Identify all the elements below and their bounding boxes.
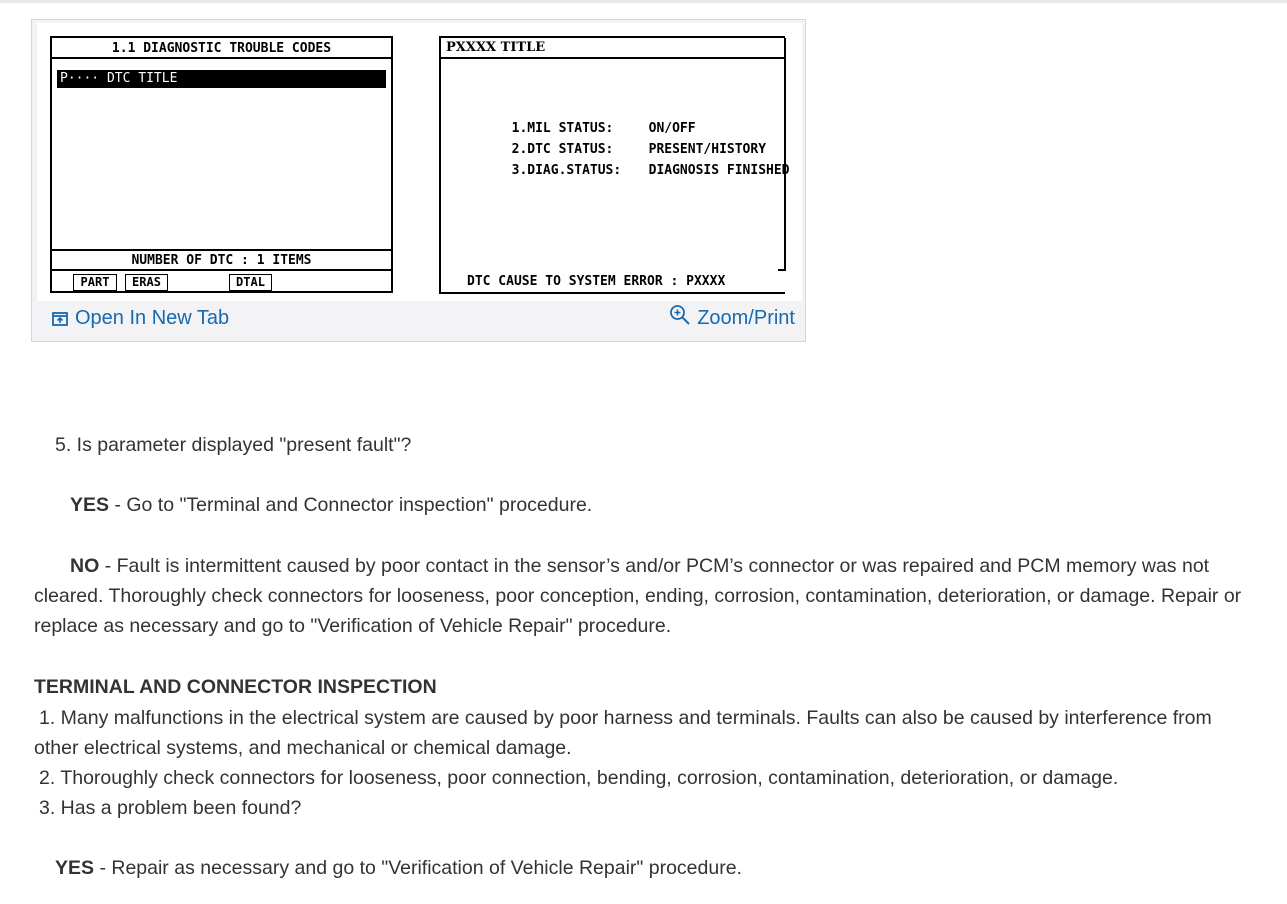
top-divider [0, 0, 1287, 3]
yes-label: YES [55, 857, 95, 879]
status-value: DIAGNOSIS FINISHED [648, 163, 790, 178]
zoom-print-link[interactable] [669, 307, 795, 330]
step-5-question: 5. Is parameter displayed "present fault"? [55, 434, 412, 456]
part-soft-button: PART [73, 274, 117, 291]
yes-answer-1 [70, 490, 1280, 520]
dtc-cause-line: DTC CAUSE TO SYSTEM ERROR : PXXXX [467, 274, 726, 289]
diag-status-line [449, 144, 790, 178]
step-3: 3. Has a problem been found? [39, 797, 302, 819]
status-value: PRESENT/HISTORY [648, 142, 767, 157]
yes-answer-2 [55, 853, 1265, 883]
dtc-list-screen [50, 36, 393, 293]
dtc-list-row: P···· DTC TITLE [57, 70, 386, 88]
open-new-tab-link[interactable] [51, 307, 229, 330]
zoom-in-icon [669, 304, 691, 326]
eras-soft-button: ERAS [125, 274, 168, 291]
scan-tool-figure [37, 23, 802, 301]
yes-label: YES [70, 494, 110, 516]
dtc-detail-title: PXXXX TITLE [441, 38, 785, 59]
status-value: ON/OFF [648, 121, 696, 136]
dtal-soft-button: DTAL [229, 274, 272, 291]
no-text: - Fault is intermittent caused by poor contact in the sensor’s and/or PCM’s connector or was repaired and PCM memory was not cleared. Thoroughly check connectors for looseness, poor conception, ending, corrosion, contamination, deterioration, or damage. Repair or replace as necessary and go to "Verification of Vehicle Repair" procedure. [34, 555, 1242, 637]
no-label: NO [70, 555, 100, 577]
step-1: 1. Many malfunctions in the electrical system are caused by poor harness and terminals. Faults can also be caused by interference from other electrical systems, and mechanical or chemical damage. [34, 707, 1212, 759]
dtc-list-title: 1.1 DIAGNOSTIC TROUBLE CODES [52, 38, 391, 59]
yes-text: - Go to "Terminal and Connector inspection" procedure. [109, 494, 593, 516]
status-label: 3.DIAG.STATUS: [511, 163, 622, 178]
figure-footer [32, 300, 805, 341]
screen-edge-tick [778, 269, 786, 271]
mil-status-line [449, 102, 696, 136]
status-label: 1.MIL STATUS: [511, 121, 614, 136]
dtc-count: NUMBER OF DTC : 1 ITEMS [52, 249, 391, 271]
no-answer [34, 551, 1244, 641]
section-heading: TERMINAL AND CONNECTOR INSPECTION [34, 676, 437, 698]
step-2: 2. Thoroughly check connectors for looseness, poor connection, bending, corrosion, contamination, deterioration, or damage. [39, 767, 1119, 789]
open-new-tab-label: Open In New Tab [75, 307, 230, 329]
yes-text: - Repair as necessary and go to "Verification of Vehicle Repair" procedure. [94, 857, 742, 879]
status-label: 2.DTC STATUS: [511, 142, 614, 157]
figure-card [31, 19, 806, 342]
open-new-tab-icon [51, 310, 69, 328]
dtc-detail-screen [439, 36, 790, 294]
dtc-status-line [449, 123, 767, 157]
zoom-print-label: Zoom/Print [697, 307, 795, 329]
